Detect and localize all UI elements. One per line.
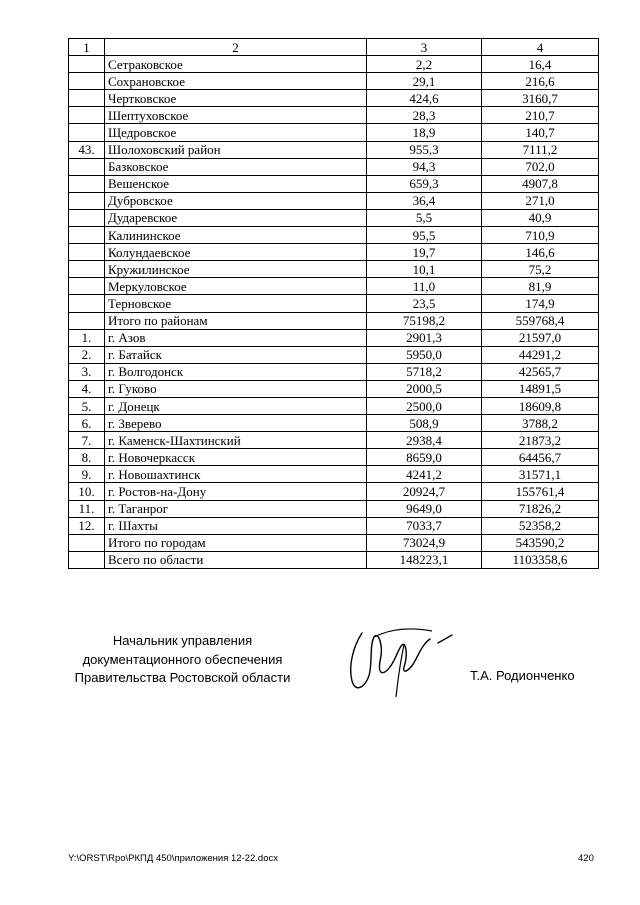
table-header-row — [69, 39, 599, 56]
value-cell-4: 14891,5 — [482, 380, 599, 397]
value-cell-4: 559768,4 — [482, 312, 599, 329]
table-row — [69, 329, 599, 346]
row-number-cell: 11. — [69, 500, 105, 517]
value-cell-4: 702,0 — [482, 158, 599, 175]
value-cell-3: 95,5 — [367, 227, 482, 244]
row-number-cell — [69, 73, 105, 90]
value-cell-3: 2901,3 — [367, 329, 482, 346]
row-number-cell — [69, 192, 105, 209]
value-cell-4: 16,4 — [482, 56, 599, 73]
row-number-cell: 12. — [69, 517, 105, 534]
name-cell: г. Волгодонск — [105, 363, 367, 380]
value-cell-3: 508,9 — [367, 415, 482, 432]
data-table — [68, 38, 599, 569]
row-number-cell: 4. — [69, 380, 105, 397]
row-number-cell — [69, 90, 105, 107]
row-number-cell: 43. — [69, 141, 105, 158]
value-cell-4: 710,9 — [482, 227, 599, 244]
value-cell-3: 659,3 — [367, 175, 482, 192]
name-cell: Кружилинское — [105, 261, 367, 278]
table-row — [69, 90, 599, 107]
column-header: 4 — [482, 39, 599, 56]
name-cell: Калининское — [105, 227, 367, 244]
signatory-position — [60, 632, 305, 688]
handwritten-signature — [340, 615, 460, 705]
value-cell-4: 81,9 — [482, 278, 599, 295]
table-row — [69, 227, 599, 244]
value-cell-4: 1103358,6 — [482, 551, 599, 568]
value-cell-4: 44291,2 — [482, 346, 599, 363]
row-number-cell — [69, 244, 105, 261]
value-cell-4: 18609,8 — [482, 397, 599, 414]
value-cell-3: 23,5 — [367, 295, 482, 312]
column-header: 2 — [105, 39, 367, 56]
table-row — [69, 244, 599, 261]
value-cell-4: 21597,0 — [482, 329, 599, 346]
signatory-name: Т.А. Родионченко — [470, 668, 575, 683]
column-header: 3 — [367, 39, 482, 56]
value-cell-3: 5,5 — [367, 209, 482, 226]
value-cell-3: 18,9 — [367, 124, 482, 141]
name-cell: Базковское — [105, 158, 367, 175]
value-cell-3: 10,1 — [367, 261, 482, 278]
name-cell: Сетраковское — [105, 56, 367, 73]
row-number-cell: 7. — [69, 432, 105, 449]
row-number-cell: 8. — [69, 449, 105, 466]
row-number-cell: 2. — [69, 346, 105, 363]
table-row — [69, 278, 599, 295]
value-cell-4: 140,7 — [482, 124, 599, 141]
footer-page-number: 420 — [578, 853, 594, 864]
table-row — [69, 175, 599, 192]
value-cell-4: 71826,2 — [482, 500, 599, 517]
table-row — [69, 363, 599, 380]
table-row — [69, 500, 599, 517]
value-cell-4: 155761,4 — [482, 483, 599, 500]
value-cell-3: 424,6 — [367, 90, 482, 107]
data-table-body — [69, 39, 599, 569]
table-row — [69, 551, 599, 568]
value-cell-3: 29,1 — [367, 73, 482, 90]
table-row — [69, 534, 599, 551]
name-cell: г. Ростов-на-Дону — [105, 483, 367, 500]
table-row — [69, 312, 599, 329]
value-cell-3: 2000,5 — [367, 380, 482, 397]
row-number-cell — [69, 295, 105, 312]
value-cell-3: 94,3 — [367, 158, 482, 175]
value-cell-3: 75198,2 — [367, 312, 482, 329]
row-number-cell: 1. — [69, 329, 105, 346]
value-cell-3: 36,4 — [367, 192, 482, 209]
value-cell-4: 31571,1 — [482, 466, 599, 483]
name-cell: Итого по городам — [105, 534, 367, 551]
name-cell: г. Донецк — [105, 397, 367, 414]
row-number-cell — [69, 312, 105, 329]
table-row — [69, 261, 599, 278]
value-cell-4: 7111,2 — [482, 141, 599, 158]
name-cell: Меркуловское — [105, 278, 367, 295]
value-cell-3: 955,3 — [367, 141, 482, 158]
row-number-cell — [69, 124, 105, 141]
name-cell: Чертковское — [105, 90, 367, 107]
row-number-cell — [69, 209, 105, 226]
value-cell-4: 271,0 — [482, 192, 599, 209]
value-cell-3: 2500,0 — [367, 397, 482, 414]
value-cell-3: 8659,0 — [367, 449, 482, 466]
name-cell: Вешенское — [105, 175, 367, 192]
table-row — [69, 295, 599, 312]
table-row — [69, 466, 599, 483]
name-cell: г. Новошахтинск — [105, 466, 367, 483]
value-cell-3: 11,0 — [367, 278, 482, 295]
row-number-cell — [69, 158, 105, 175]
name-cell: г. Батайск — [105, 346, 367, 363]
name-cell: г. Каменск-Шахтинский — [105, 432, 367, 449]
value-cell-4: 64456,7 — [482, 449, 599, 466]
name-cell: Щедровское — [105, 124, 367, 141]
table-row — [69, 517, 599, 534]
table-row — [69, 158, 599, 175]
name-cell: Колундаевское — [105, 244, 367, 261]
row-number-cell — [69, 175, 105, 192]
name-cell: Дубровское — [105, 192, 367, 209]
name-cell: г. Таганрог — [105, 500, 367, 517]
value-cell-4: 210,7 — [482, 107, 599, 124]
table-row — [69, 346, 599, 363]
table-row — [69, 141, 599, 158]
row-number-cell — [69, 107, 105, 124]
signatory-position-line: Начальник управления — [112, 633, 253, 648]
value-cell-3: 19,7 — [367, 244, 482, 261]
table-row — [69, 397, 599, 414]
name-cell: г. Шахты — [105, 517, 367, 534]
value-cell-4: 42565,7 — [482, 363, 599, 380]
column-header: 1 — [69, 39, 105, 56]
table-row — [69, 107, 599, 124]
value-cell-3: 4241,2 — [367, 466, 482, 483]
name-cell: Шолоховский район — [105, 141, 367, 158]
value-cell-4: 216,6 — [482, 73, 599, 90]
row-number-cell — [69, 261, 105, 278]
row-number-cell: 3. — [69, 363, 105, 380]
value-cell-3: 73024,9 — [367, 534, 482, 551]
value-cell-4: 3160,7 — [482, 90, 599, 107]
value-cell-3: 5950,0 — [367, 346, 482, 363]
row-number-cell — [69, 278, 105, 295]
value-cell-3: 2938,4 — [367, 432, 482, 449]
value-cell-4: 146,6 — [482, 244, 599, 261]
name-cell: г. Гуково — [105, 380, 367, 397]
row-number-cell — [69, 551, 105, 568]
table-row — [69, 73, 599, 90]
name-cell: Всего по области — [105, 551, 367, 568]
name-cell: Терновское — [105, 295, 367, 312]
name-cell: Дударевское — [105, 209, 367, 226]
name-cell: Шептуховское — [105, 107, 367, 124]
value-cell-3: 9649,0 — [367, 500, 482, 517]
value-cell-3: 20924,7 — [367, 483, 482, 500]
value-cell-4: 3788,2 — [482, 415, 599, 432]
value-cell-4: 52358,2 — [482, 517, 599, 534]
value-cell-3: 2,2 — [367, 56, 482, 73]
value-cell-4: 174,9 — [482, 295, 599, 312]
row-number-cell: 5. — [69, 397, 105, 414]
table-row — [69, 483, 599, 500]
table-row — [69, 209, 599, 226]
value-cell-3: 28,3 — [367, 107, 482, 124]
name-cell: г. Новочеркасск — [105, 449, 367, 466]
value-cell-3: 148223,1 — [367, 551, 482, 568]
table-row — [69, 415, 599, 432]
signatory-position-line: документационного обеспечения — [82, 651, 283, 667]
value-cell-3: 5718,2 — [367, 363, 482, 380]
row-number-cell — [69, 56, 105, 73]
table-row — [69, 192, 599, 209]
footer-file-path: Y:\ORST\Rpo\РКПД 450\приложения 12-22.docx — [68, 853, 278, 864]
name-cell: г. Зверево — [105, 415, 367, 432]
row-number-cell: 10. — [69, 483, 105, 500]
value-cell-4: 40,9 — [482, 209, 599, 226]
value-cell-4: 543590,2 — [482, 534, 599, 551]
row-number-cell — [69, 227, 105, 244]
table-row — [69, 380, 599, 397]
signatory-position-line: Правительства Ростовской области — [74, 670, 291, 685]
table-row — [69, 56, 599, 73]
table-row — [69, 124, 599, 141]
value-cell-4: 4907,8 — [482, 175, 599, 192]
row-number-cell: 9. — [69, 466, 105, 483]
name-cell: г. Азов — [105, 329, 367, 346]
table-row — [69, 432, 599, 449]
name-cell: Итого по районам — [105, 312, 367, 329]
table-row — [69, 449, 599, 466]
row-number-cell — [69, 534, 105, 551]
name-cell: Сохрановское — [105, 73, 367, 90]
row-number-cell: 6. — [69, 415, 105, 432]
value-cell-3: 7033,7 — [367, 517, 482, 534]
value-cell-4: 75,2 — [482, 261, 599, 278]
value-cell-4: 21873,2 — [482, 432, 599, 449]
